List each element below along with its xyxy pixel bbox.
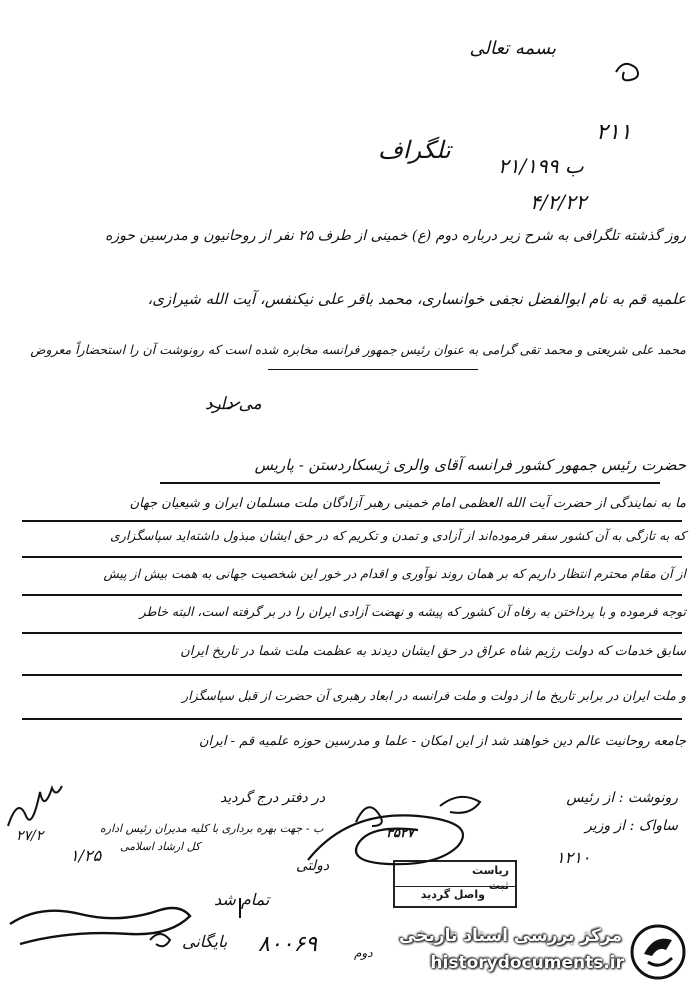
watermark-title: مرکز بررسی اسناد تاریخی	[399, 926, 622, 946]
signature-bottom-left-mark	[150, 934, 170, 946]
telegram-number: ۲۱/۱۹۹ ب	[498, 154, 584, 178]
reference-number: ۱۲۱۰	[556, 848, 591, 867]
signature-left	[8, 786, 62, 826]
intro-line-1: روز گذشته تلگرافی به شرح زیر درباره دوم (ع) خمینی از طرف ۲۵ نفر از روحانیون و مدرسین حوزه	[105, 228, 686, 244]
bottom-side-text: دوم	[354, 946, 373, 960]
routing-note-line-2: کل ارشاد اسلامی	[120, 840, 201, 853]
intro-flourish	[210, 402, 240, 409]
body-line-6: سابق خدمات که دولت رژیم شاه عراق در حق ایشان دیدند به عظمت ملت شما در تاریخ ایران	[180, 644, 686, 659]
stamp-number: ۳۵۲۷	[386, 826, 414, 841]
body-line-2: ما به نمایندگی از حضرت آیت الله العظمی امام خمینی رهبر آزادگان ملت مسلمان ایران و شیعیان جهان	[129, 496, 686, 511]
bottom-word: تمام شد	[214, 890, 270, 909]
signature-bottom-left	[10, 908, 190, 944]
body-line-8: جامعه روحانیت عالم دین خواهند شد از این امکان - علما و مدرسین حوزه علمیه قم - ایران	[198, 734, 686, 749]
stamp-bottom-text: واصل گردید	[420, 888, 485, 901]
intro-line-4: می دارد	[205, 394, 262, 414]
side-date-2: ۲۷/۲	[16, 828, 44, 844]
body-line-3: که به تازگی به آن کشور سفر فرموده‌اند از آزادی و تمدن و تکریم که در حق ایشان مبذول داشته‌اید سپاسگزاری	[110, 528, 686, 543]
watermark-url: historydocuments.ir	[430, 953, 624, 973]
center-signature-label: دولتی	[296, 858, 330, 874]
header-line-2: ۲۱۱	[596, 120, 632, 145]
body-line-5: توجه فرموده و با پرداختن به رفاه آن کشور که پیشه و نهضت آزادی ایران را در بر گرفته است، البته خاطر	[139, 604, 686, 619]
watermark-logo-icon	[630, 924, 686, 980]
signature-center	[308, 815, 463, 864]
document-page: بسمه تعالی ۲۱۱ تلگراف ۲۱/۱۹۹ ب ۴/۲/۲۲ روز گذشته تلگرافی به شرح زیر درباره دوم (ع) خمینی از طرف ۲۵ نفر از روحانیون و مدرسین حوزه علمیه قم به نام ابوالفضل نجفی خوانساری، محمد باقر علی نیکنفس، آیت الله شیرازی، محمد علی شریعتی و محمد تقی گرامی به عنوان رئیس جمهور فرانسه مخابره شده است که رونوشت آن را استحضاراً معروض می دارد حضرت رئیس جمهور کشور فرانسه آقای والری ژیسکاردستن - پاریس ما به نمایندگی از حضرت آیت الله العظمی امام خمینی رهبر آزادگان ملت مسلمان ایران و شیعیان جهان که به تازگی به آن کشور سفر فرموده‌اند از آزادی و تمدن و تکریم که در حق ایشان مبذول داشته‌اید سپاسگزاری از آن مقام محترم انتظار داریم که بر همان روند نوآوری و اقدام در خور این شخصیت جهانی به همت بیش از پیش توجه فرموده و با پرداختن به رفاه آن کشور که پیشه و نهضت آزادی ایران را در بر گرفته است، البته خاطر سابق خدمات که دولت رژیم شاه عراق در حق ایشان دیدند به عظمت ملت شما در تاریخ ایران و ملت ایران در برابر تاریخ ما از دولت و ملت فرانسه در ابعاد رهبری آن حضرت از قبل سپاسگزار جامعه روحانیت عالم دین خواهند شد از این امکان - علما و مدرسین حوزه علمیه قم - ایران در دفتر درج گردید ب - جهت بهره برداری با کلیه مدیران رئیس اداره کل ارشاد اسلامی ۱/۲۵ ۲۷/۲ رونوشت : از رئیس ساواک : از وزیر ۱۲۱۰ دولتی ریاست ثبت واصل گردید ۳۵۲۷ تمام شد بایگانی ۸۰۰۶۹ دوم مرکز بررسی اسناد تاریخی historydocuments.ir	[0, 0, 700, 989]
stamp-mid-text: ثبت	[488, 879, 509, 892]
side-date-1: ۱/۲۵	[70, 846, 102, 865]
bottom-label: بایگانی	[182, 932, 228, 951]
intro-line-2: علمیه قم به نام ابوالفضل نجفی خوانساری، محمد باقر علی نیکنفس، آیت الله شیرازی،	[147, 290, 686, 308]
body-line-7: و ملت ایران در برابر تاریخ ما از دولت و ملت فرانسه در ابعاد رهبری آن حضرت از قبل سپاسگزار	[182, 688, 686, 703]
routing-note: در دفتر درج گردید	[220, 790, 326, 806]
header-scribble	[616, 64, 638, 81]
routing-note-line-1: ب - جهت بهره برداری با کلیه مدیران رئیس اداره	[100, 822, 324, 835]
body-line-4: از آن مقام محترم انتظار داریم که بر همان روند نوآوری و اقدام در خور این شخصیت جهانی به همت بیش از پیش	[103, 566, 686, 581]
stamp-top-text: ریاست	[471, 864, 509, 877]
bottom-number: ۸۰۰۶۹	[258, 932, 318, 957]
telegram-date: ۴/۲/۲۲	[530, 190, 587, 214]
signature-right	[440, 797, 480, 813]
intro-line-3: محمد علی شریعتی و محمد تقی گرامی به عنوان رئیس جمهور فرانسه مخابره شده است که رونوشت آن را استحضاراً معروض	[30, 342, 686, 357]
telegram-title: تلگراف	[378, 136, 451, 164]
watermark	[372, 920, 692, 982]
copy-to-label-2: ساواک : از وزیر	[584, 818, 678, 834]
body-line-1: حضرت رئیس جمهور کشور فرانسه آقای والری ژیسکاردستن - پاریس	[254, 456, 686, 474]
copy-to-label-1: رونوشت : از رئیس	[566, 790, 678, 806]
